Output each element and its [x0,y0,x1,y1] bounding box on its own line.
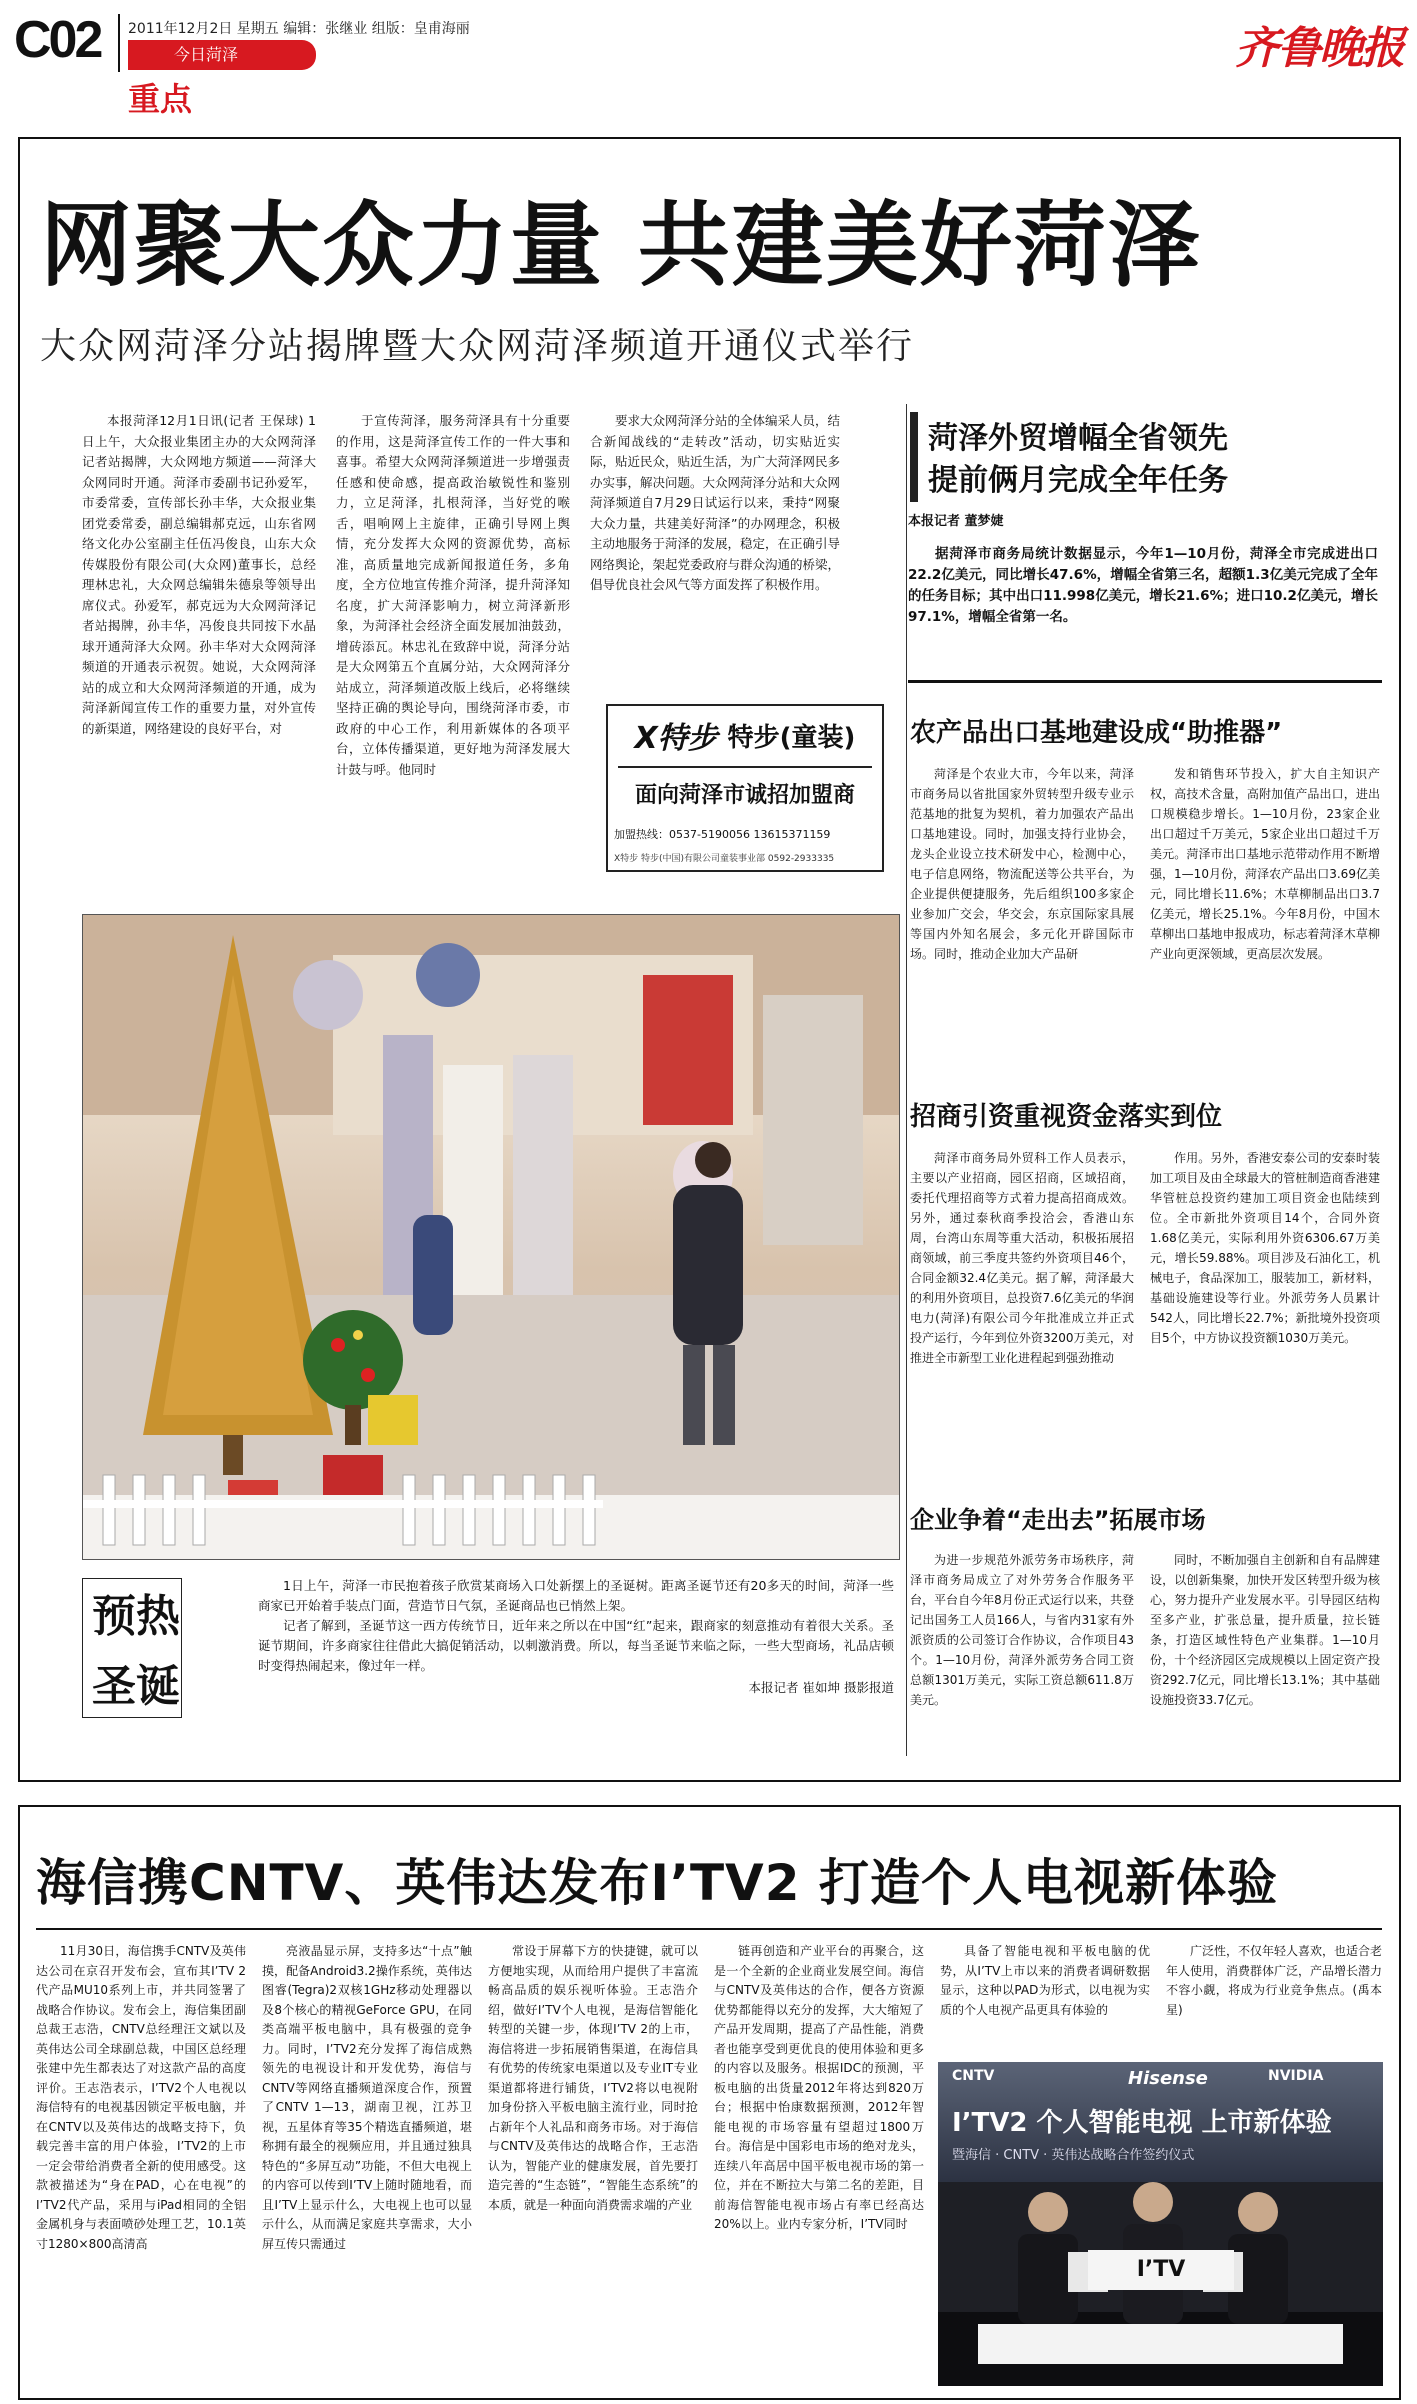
hisense-headline-divider [36,1928,1382,1930]
hisense-launch-photo [938,2062,1383,2386]
ad-headline: 面向菏泽市诚招加盟商 [634,783,855,808]
main-story-column-2: 于宣传菏泽，服务菏泽具有十分重要的作用，这是菏泽宣传工作的一件大事和喜事。希望大众网菏泽频道进一步增强责任感和使命感，提高政治敏锐性和鉴别力，立足菏泽，扎根菏泽，当好党的喉舌，唱响网上主旋律，正确引导网上舆情，充分发挥大众网的资源优势，高标准，高质量地完成新闻报道任务，多角度，全方位地宣传推介菏泽，提升菏泽知名度，扩大菏泽影响力，树立菏泽新形象，为菏泽社会经济全面发展加油鼓劲，增砖添瓦。林忠礼在致辞中说，菏泽分站是大众网第五个直属分站，大众网菏泽分站成立，菏泽频道改版上线后，必将继续坚持正确的舆论导向，围绕菏泽市委，市政府的中心工作，利用新媒体的各项平台，立体传播渠道，更好地为菏泽发展大计鼓与呼。他同时 [336,413,570,777]
christmas-tree-photo-illustration [83,915,900,1560]
section-3-title: 企业争着“走出去”拓展市场 [910,1506,1206,1534]
hisense-column-3: 常设于屏幕下方的快捷键，就可以方便地实现，从而给用户提供了丰富流畅高品质的娱乐视听体验。王志浩介绍，做好I’TV个人电视，是海信智能化转型的关键一步，体现I’TV 2的上市，海信将进一步拓展销售渠道，在海信具有优势的传统家电渠道以及专业IT专业渠道都将进行铺货，I’TV2将以电视附加身份挤入平板电脑主流行业，同时抢占新年个人礼品和商务市场。对于海信与CNTV及英伟达的战略合作，王志浩认为，智能产业的健康发展，首先要打造完善的“生态链”，“智能生态系统”的本质，就是一种面向消费需求端的产业 [488,1944,698,2212]
main-story-column-1: 本报菏泽12月1日讯(记者 王保球) 1日上午，大众报业集团主办的大众网菏泽记者站揭牌，大众网地方频道——菏泽大众网同时开通。菏泽市委副书记孙爱军，市委常委，宣传部长孙丰华，大众报业集团党委常委，副总编辑郝克远，山东省网络文化办公室副主任伍冯俊良，山东大众传媒股份有限公司(大众网)董事长，总经理林忠礼，大众网总编辑朱德泉等领导出席仪式。孙爱军，郝克远为大众网菏泽记者站揭牌，孙丰华，冯俊良共同按下水晶球开通菏泽大众网。孙丰华对大众网菏泽频道的开通表示祝贺。她说，大众网菏泽站的成立和大众网菏泽频道的开通，成为菏泽新闻宣传工作的重要力量，对外宣传的新渠道，网络建设的良好平台，对 [82,413,316,736]
hisense-logo: Hisense [1128,2068,1208,2089]
photo-label-line-1: 预热 [92,1591,180,1642]
launch-banner-title: I’TV2 个人智能电视 上市新体验 [952,2108,1332,2138]
photo-byline: 本报记者 崔如坤 摄影报道 [748,1680,894,1695]
trade-lead: 据菏泽市商务局统计数据显示，今年1—10月份，菏泽全市完成进出口22.2亿美元，同比增长47.6%，增幅全省第三名，超额1.3亿美元完成了全年的任务目标；其中出口11.998亿美元，增长21.6%；进口10.2亿美元，增长97.1%，增幅全省第一名。 [908,546,1378,625]
hisense-column-6: 广泛性，不仅年轻人喜欢，也适合老年人使用，消费群体广泛，产品增长潜力不容小觑，将成为行业竞争焦点。(禹本星) [1166,1944,1382,2017]
christmas-tree-photo [82,914,900,1560]
photo-caption-para-2: 记者了解到，圣诞节这一西方传统节日，近年来之所以在中国“红”起来，跟商家的刻意推动有着很大关系。圣诞节期间，许多商家往往借此大搞促销活动，以刺激消费。所以，每当圣诞节来临之际，一些大型商场，礼品店顿时变得热闹起来，像过年一样。 [258,1618,894,1673]
right-headline-bar [910,412,918,502]
main-subhead: 大众网菏泽分站揭牌暨大众网菏泽频道开通仪式举行 [40,326,915,367]
launch-banner-subtitle: 暨海信 · CNTV · 英伟达战略合作签约仪式 [952,2148,1195,2163]
ad-brand: 特步(童装) [727,722,856,753]
right-column-separator [906,404,907,1756]
header-divider [118,14,120,72]
section-2-title: 招商引资重视资金落实到位 [910,1102,1223,1132]
trade-headline-line-2: 提前俩月完成全年任务 [928,463,1228,498]
hisense-column-5: 具备了智能电视和平板电脑的优势，从I’TV上市以来的消费者调研数据显示，这种以PAD为形式，以电视为实质的个人电视产品更具有体验的 [940,1944,1150,2017]
trade-headline-line-1: 菏泽外贸增幅全省领先 [928,421,1228,456]
issue-meta: 2011年12月2日 星期五 编辑：张继业 组版：皇甫海丽 [128,21,470,37]
section-1-column-2: 发和销售环节投入，扩大自主知识产权，高技术含量，高附加值产品出口，进出口规模稳步增长。1—10月份，23家企业出口超过千万美元，5家企业出口超过千万美元。菏泽市出口基地示范带动作用不断增强，1—10月份，菏泽农产品出口3.69亿美元，同比增长11.6%；木草柳制品出口3.7亿美元，增长25.1%。今年8月份，中国木草柳出口基地申报成功，标志着菏泽木草柳产业向更深领域，更高层次发展。 [1150,767,1380,961]
photo-label-line-2: 圣诞 [92,1661,180,1712]
ad-contact: 加盟热线：0537-5190056 13615371159 [614,828,831,841]
section-name: 重点 [128,80,193,118]
main-headline: 网聚大众力量 共建美好菏泽 [40,192,1203,299]
nvidia-logo: NVIDIA [1268,2068,1324,2084]
trade-lead-divider [908,680,1382,683]
section-2-column-1: 菏泽市商务局外贸科工作人员表示，主要以产业招商，园区招商，区域招商，委托代理招商等方式着力提高招商成效。另外，通过泰秋商季投洽会，香港山东周，台湾山东周等重大活动，积极拓展招商领域，前三季度共签约外资项目46个，合同金额32.4亿美元。据了解，菏泽最大的利用外资项目，总投资7.6亿美元的华润电力(菏泽)有限公司今年批准成立并正式投产运行，今年到位外资3200万美元，对推进全市新型工业化进程起到强劲推动 [910,1151,1134,1365]
section-1-title: 农产品出口基地建设成“助推器” [910,718,1283,748]
photo-caption [258,1576,894,1698]
page-number: C02 [14,11,101,69]
xtep-logo: X特步 [634,721,718,756]
section-tab: 今日菏泽 [128,40,316,70]
ad-header [608,706,882,764]
hisense-column-1: 11月30日，海信携手CNTV及英伟达公司在京召开发布会，宣布其I’TV 2代产品MU10系列上市，并共同签署了战略合作协议。发布会上，海信集团副总裁王志浩，CNTV总经理汪文斌以及英伟达公司全球副总裁，中国区总经理张建中先生都表达了对这款产品的高度评价。王志浩表示，I’TV2个人电视以海信特有的电视基因锁定平板电脑，并在CNTV以及英伟达的战略支持下，负载完善丰富的用户体验，I’TV2的上市一定会带给消费者全新的使用感受。这款被描述为“身在PAD，心在电视”的I’TV2代产品，采用与iPad相同的全铝金属机身与表面喷砂处理工艺，10.1英寸1280×800高清高 [36,1944,246,2251]
section-3-column-2: 同时，不断加强自主创新和自有品牌建设，以创新集聚，加快开发区转型升级为核心，努力提升产业发展水平。引导园区结构至多产业，扩张总量，提升质量，拉长链条，打造区域性特色产业集群。1—10月份，十个经济园区完成规模以上固定资产投资292.7亿元，同比增长13.1%；其中基础设施投资33.7亿元。 [1150,1553,1380,1707]
xtep-kids-ad [606,704,884,872]
hisense-column-2: 亮液晶显示屏，支持多达“十点”触摸，配备Android3.2操作系统，英伟达图睿(Tegra)2双核1GHz移动处理器以及8个核心的精视GeForce GPU，在同类高端平板电脑中，具有极强的竞争力。同时，I’TV2充分发挥了海信成熟领先的电视设计和开发优势，海信与CNTV等网络直播频道深度合作，预置了CNTV 1—13，湖南卫视，江苏卫视，五星体育等35个精选直播频道，堪称拥有最全的视频应用，并且通过独具特色的“多屏互动”功能，不但大电视上的内容可以传到I’TV上随时随地看，而且I’TV上显示什么，大电视上也可以显示什么，从而满足家庭共享需求，大小屏互传只需通过 [262,1944,472,2251]
ad-divider [618,766,872,768]
cntv-logo: CNTV [952,2068,995,2084]
newspaper-logo: 齐鲁晚报 [1235,23,1403,74]
section-2-column-2: 作用。另外，香港安泰公司的安泰时装加工项目及由全球最大的管桩制造商香港建华管桩总投资约建加工项目资金也陆续到位。全市新批外资项目14个，合同外资1.68亿美元，实际利用外资6306.67万美元，增长59.88%。项目涉及石油化工，机械电子，食品深加工，服装加工，新材料，基础设施建设等行业。外派劳务人员累计542人，同比增长22.7%；新批境外投资项目5个，中方协议投资额1030万美元。 [1150,1151,1380,1345]
section-3-column-1: 为进一步规范外派劳务市场秩序，菏泽市商务局成立了对外劳务合作服务平台，平台自今年8月份正式运行以来，共登记出国务工人员166人，与省内31家有外派资质的公司签订合作协议，合作项目43个。1—10月份，菏泽外派劳务合同工资总额1301万美元，实际工资总额611.8万美元。 [910,1553,1134,1707]
hisense-column-4: 链再创造和产业平台的再聚合，这是一个全新的企业商业发展空间。海信与CNTV及英伟达的合作，便各方资源优势都能得以充分的发挥，大大缩短了产品开发周期，提高了产品性能，消费者也能享受到更优良的使用体验和更多的内容以及服务。根据IDC的预测，平板电脑的出货量2012年将达到820万台；根据中怡康数据预测，2012年智能电视的市场容量有望超过1800万台。海信是中国彩电市场的绝对龙头，连续八年高居中国平板电视市场的第一位，并在不断拉大与第二名的差距，目前海信智能电视市场占有率已经高达20%以上。业内专家分析，I’TV同时 [714,1944,924,2231]
launch-people-illustration [938,2062,1383,2386]
trade-byline: 本报记者 董梦婕 [908,514,1004,529]
itv-screen-label: I’TV [1088,2250,1234,2290]
main-story-column-3: 要求大众网菏泽分站的全体编采人员，结合新闻战线的“走转改”活动，切实贴近实际，贴近民众，贴近生活，为广大菏泽网民多办实事，解决问题。大众网菏泽分站和大众网菏泽频道自7月29日试运行以来，秉持“网聚大众力量，共建美好菏泽”的办网理念，积极主动地服务于菏泽的发展，稳定，在正确引导网络舆论，架起党委政府与群众沟通的桥梁，倡导优良社会风气等方面发挥了积极作用。 [590,413,840,592]
section-1-column-1: 菏泽是个农业大市，今年以来，菏泽市商务局以省批国家外贸转型升级专业示范基地的批复为契机，着力加强农产品出口基地建设。同时，加强支持行业协会，龙头企业设立技术研发中心，检测中心，电子信息网络，物流配送等公共平台，为企业提供便捷服务，先后组织100多家企业参加广交会，华交会，东京国际家具展等国内外知名展会，多元化开辟国际市场。同时，推动企业加大产品研 [910,767,1134,961]
ad-footer: X特步 特步(中国)有限公司童装事业部 0592-2933335 [614,854,835,864]
hisense-headline: 海信携CNTV、英伟达发布I’TV2 打造个人电视新体验 [36,1854,1278,1912]
photo-caption-para-1: 1日上午，菏泽一市民抱着孩子欣赏某商场入口处新摆上的圣诞树。距离圣诞节还有20多天的时间，菏泽一些商家已开始着手装点门面，营造节日气氛，圣诞商品也已悄然上架。 [258,1578,894,1613]
